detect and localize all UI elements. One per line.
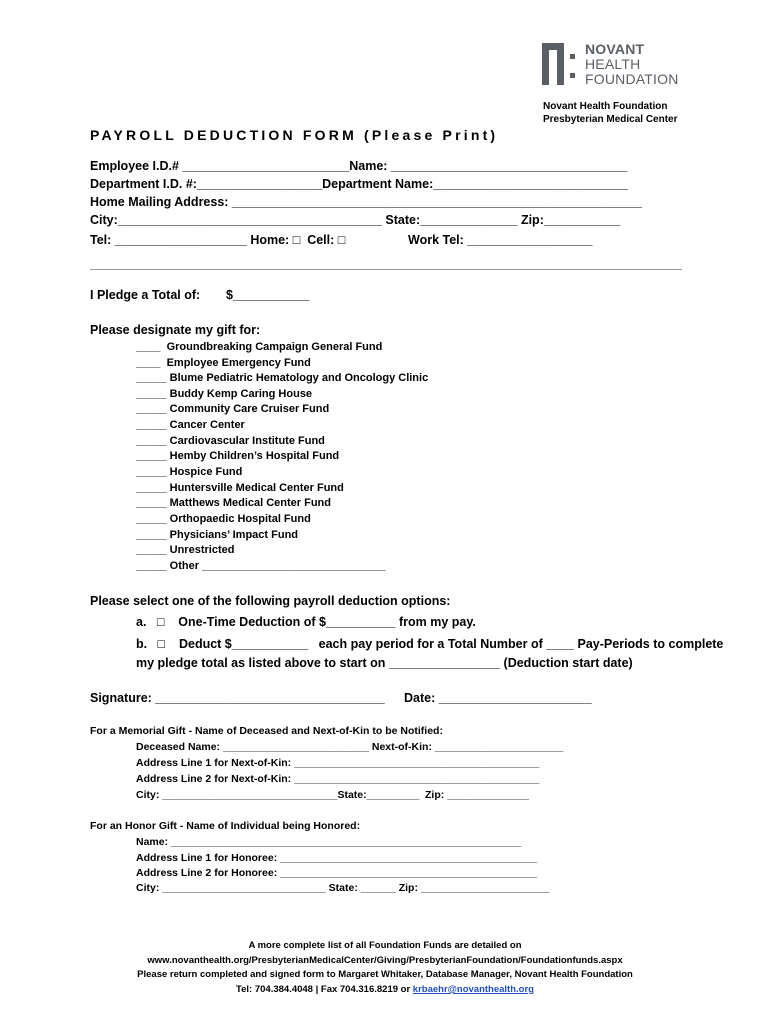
- fund-item[interactable]: _____ Hemby Children’s Hospital Fund: [136, 450, 340, 462]
- memorial-deceased-line[interactable]: Deceased Name: _________________________ Next-of-Kin: ______________________: [136, 741, 564, 753]
- honor-city-line[interactable]: City: ____________________________ State: ______ Zip: ______________________: [136, 882, 550, 894]
- honor-heading: For an Honor Gift - Name of Individual being Honored:: [90, 820, 361, 832]
- fund-item[interactable]: _____ Physicians’ Impact Fund: [136, 529, 299, 541]
- logo-text-health: HEALTH: [585, 56, 641, 72]
- fund-item[interactable]: _____ Matthews Medical Center Fund: [136, 497, 331, 509]
- logo-text-novant: NOVANT: [585, 41, 645, 57]
- fund-item[interactable]: _____ Hospice Fund: [136, 466, 243, 478]
- footer-funds-url: www.novanthealth.org/PresbyterianMedicalCenter/Giving/PresbyterianFoundation/Foundationfunds.aspx: [147, 955, 623, 966]
- footer-contact: [0, 984, 770, 995]
- fund-item[interactable]: ____ Groundbreaking Campaign General Fund: [136, 341, 383, 353]
- memorial-address2-line[interactable]: Address Line 2 for Next-of-Kin: __________________________________________: [136, 773, 540, 785]
- fund-item[interactable]: ____ Employee Emergency Fund: [136, 357, 311, 369]
- memorial-city-line[interactable]: City: ______________________________State:_________ Zip: ______________: [136, 789, 529, 801]
- footer-return-note: Please return completed and signed form to Margaret Whitaker, Database Manager, Novant Health Foundation: [137, 969, 633, 980]
- fund-item[interactable]: _____ Community Care Cruiser Fund: [136, 403, 330, 415]
- city-state-zip-line[interactable]: City:______________________________________ State:______________ Zip:___________: [90, 213, 621, 227]
- options-heading: Please select one of the following payroll deduction options:: [90, 594, 451, 608]
- fund-item[interactable]: _____ Cancer Center: [136, 419, 245, 431]
- option-b-start-date[interactable]: my pledge total as listed above to start on ________________ (Deduction start date): [136, 656, 633, 670]
- logo-dot-bottom: [570, 73, 575, 78]
- pledge-label: I Pledge a Total of:: [90, 288, 201, 302]
- option-a-one-time[interactable]: a. □ One-Time Deduction of $__________ from my pay.: [136, 615, 476, 629]
- department-line[interactable]: Department I.D. #:__________________Department Name:____________________________: [90, 177, 628, 191]
- honor-address2-line[interactable]: Address Line 2 for Honoree: ____________________________________________: [136, 867, 538, 879]
- logo-text-foundation: FOUNDATION: [585, 71, 679, 87]
- footer-email-link[interactable]: krbaehr@novanthealth.org: [412, 984, 534, 995]
- form-title: PAYROLL DEDUCTION FORM (Please Print): [90, 127, 499, 143]
- org-name: Novant Health Foundation: [543, 101, 668, 112]
- logo-dot-top: [570, 54, 575, 59]
- fund-item-other[interactable]: _____ Other ______________________________: [136, 560, 386, 572]
- fund-item[interactable]: _____ Buddy Kemp Caring House: [136, 388, 313, 400]
- fund-item[interactable]: _____ Cardiovascular Institute Fund: [136, 435, 325, 447]
- honor-name-line[interactable]: Name: ____________________________________________________________: [136, 836, 522, 848]
- footer-contact-numbers: Tel: 704.384.4048 | Fax 704.316.8219 or: [236, 984, 413, 995]
- fund-item[interactable]: _____ Unrestricted: [136, 544, 235, 556]
- org-center: Presbyterian Medical Center: [543, 114, 678, 125]
- home-address-line[interactable]: Home Mailing Address: ___________________________________________________________: [90, 195, 643, 209]
- section-divider: [90, 269, 682, 270]
- novant-health-foundation-logo: [542, 40, 682, 88]
- option-b-per-period[interactable]: b. □ Deduct $___________ each pay period for a Total Number of ____ Pay-Periods to complete: [136, 637, 724, 651]
- fund-item[interactable]: _____ Orthopaedic Hospital Fund: [136, 513, 311, 525]
- date-field[interactable]: Date: ______________________: [404, 691, 592, 705]
- tel-line[interactable]: Tel: ___________________ Home: □ Cell: □: [90, 233, 346, 247]
- fund-item[interactable]: _____ Huntersville Medical Center Fund: [136, 482, 344, 494]
- fund-item[interactable]: _____ Blume Pediatric Hematology and Oncology Clinic: [136, 372, 429, 384]
- memorial-address1-line[interactable]: Address Line 1 for Next-of-Kin: __________________________________________: [136, 757, 540, 769]
- honor-address1-line[interactable]: Address Line 1 for Honoree: ____________________________________________: [136, 852, 538, 864]
- pledge-amount-field[interactable]: $___________: [226, 288, 310, 302]
- signature-field[interactable]: Signature: _________________________________: [90, 691, 385, 705]
- memorial-heading: For a Memorial Gift - Name of Deceased and Next-of-Kin to be Notified:: [90, 725, 443, 737]
- footer-funds-note: A more complete list of all Foundation Funds are detailed on: [248, 940, 522, 951]
- work-tel-line[interactable]: Work Tel: __________________: [408, 233, 593, 247]
- designate-heading: Please designate my gift for:: [90, 323, 261, 337]
- employee-id-name-line[interactable]: Employee I.D.# ________________________Name: __________________________________: [90, 159, 628, 173]
- logo-n-right-bar: [557, 43, 564, 85]
